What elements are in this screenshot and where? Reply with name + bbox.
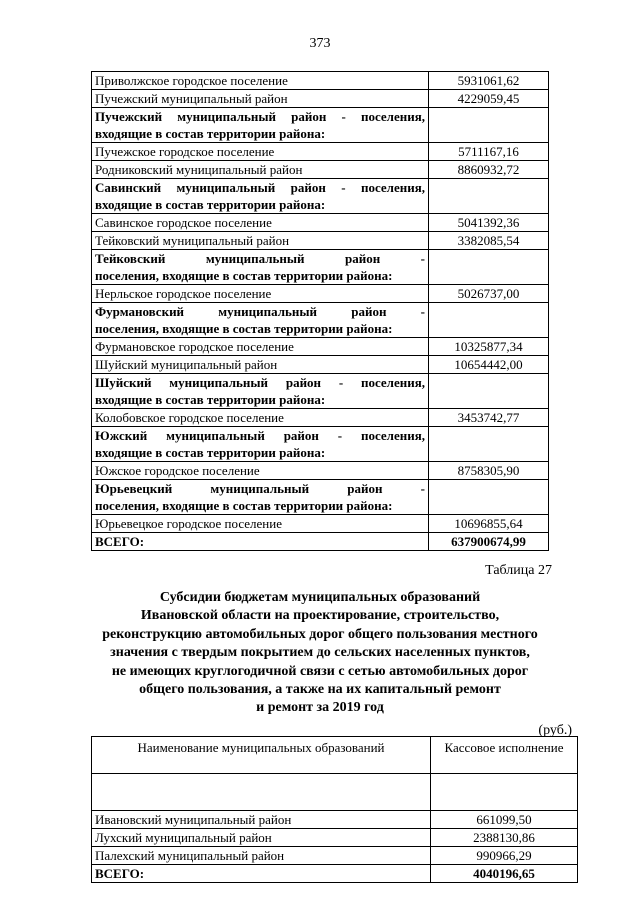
amount-value: 5931061,62 (429, 72, 549, 90)
amount-value: 5026737,00 (429, 285, 549, 303)
municipality-name: Приволжское городское поселение (92, 72, 429, 90)
caption-line: общего пользования, а также на их капитальный ремонт (139, 682, 501, 698)
group-heading-cell (92, 179, 429, 214)
table-row (92, 811, 578, 829)
group-heading-cell (92, 480, 429, 515)
empty-value-cell (429, 179, 549, 214)
municipality-name: Южское городское поселение (92, 462, 429, 480)
amount-value: 10325877,34 (429, 338, 549, 356)
caption-line: не имеющих круглогодичной связи с сетью автомобильных дорог (111, 663, 529, 679)
table-row (92, 72, 549, 90)
empty-value-cell (429, 303, 549, 338)
empty-value-cell (429, 374, 549, 409)
amount-value: 3453742,77 (429, 409, 549, 427)
group-heading-line: поселения, входящие в состав территории района: (95, 321, 393, 336)
empty-value-cell (429, 108, 549, 143)
total-row (92, 533, 549, 551)
caption-line: Ивановской области на проектирование, строительство, (140, 608, 500, 624)
group-heading-row (92, 303, 549, 338)
group-heading-line: поселения, входящие в состав территории района: (95, 498, 393, 513)
municipality-name: Нерльское городское поселение (92, 285, 429, 303)
group-heading-cell (92, 108, 429, 143)
group-heading-cell (92, 374, 429, 409)
group-heading-row (92, 108, 549, 143)
group-heading-row (92, 427, 549, 462)
group-heading-line: входящие в состав территории района: (95, 445, 326, 460)
group-heading-cell (92, 303, 429, 338)
currency-unit: (руб.) (538, 723, 572, 738)
caption-line: реконструкцию автомобильных дорог общего пользования местного (102, 626, 538, 642)
table-row (92, 829, 578, 847)
header-value-column: Кассовое исполнение (431, 737, 578, 774)
municipality-name: Тейковский муниципальный район (92, 232, 429, 250)
group-heading-row (92, 250, 549, 285)
table-row (92, 143, 549, 161)
group-heading-line: Тейковский муниципальный район - (95, 251, 425, 266)
group-heading-line: Фурмановский муниципальный район - (95, 304, 425, 319)
table-row (92, 214, 549, 232)
table-row (92, 462, 549, 480)
amount-value: 3382085,54 (429, 232, 549, 250)
budget-table-continued (91, 71, 549, 551)
group-heading-row (92, 374, 549, 409)
group-heading-line: входящие в состав территории района: (95, 197, 326, 212)
group-heading-line: Юрьевецкий муниципальный район - (95, 481, 425, 496)
municipality-name: Юрьевецкое городское поселение (92, 515, 429, 533)
table-row (92, 232, 549, 250)
amount-value: 10654442,00 (429, 356, 549, 374)
municipality-name: Савинское городское поселение (92, 214, 429, 232)
caption-line: Субсидии бюджетам муниципальных образований (159, 590, 481, 605)
municipality-name: Шуйский муниципальный район (92, 356, 429, 374)
total-row (92, 865, 578, 883)
group-heading-line: Пучежский муниципальный район - поселения, (95, 109, 425, 124)
gap-cell (92, 774, 431, 811)
total-value: 637900674,99 (429, 533, 549, 551)
municipality-name: Лухский муниципальный район (92, 829, 431, 847)
empty-value-cell (429, 250, 549, 285)
group-heading-cell (92, 427, 429, 462)
header-gap-row (92, 774, 578, 811)
caption-line: значения с твердым покрытием до сельских населенных пунктов, (110, 645, 530, 661)
budget-table-body (92, 72, 549, 551)
table-27-caption (0, 589, 640, 718)
amount-value: 5711167,16 (429, 143, 549, 161)
municipality-name: Ивановский муниципальный район (92, 811, 431, 829)
amount-value: 990966,29 (431, 847, 578, 865)
amount-value: 8758305,90 (429, 462, 549, 480)
header-row (92, 737, 578, 774)
municipality-name: Родниковский муниципальный район (92, 161, 429, 179)
municipality-name: Палехский муниципальный район (92, 847, 431, 865)
table-row (92, 847, 578, 865)
empty-value-cell (429, 427, 549, 462)
subsidies-table-body (92, 811, 578, 883)
group-heading-line: Савинский муниципальный район - поселения, (95, 180, 425, 195)
group-heading-line: Шуйский муниципальный район - поселения, (95, 375, 425, 390)
group-heading-cell (92, 250, 429, 285)
header-name-column: Наименование муниципальных образований (92, 737, 431, 774)
table-27-label: Таблица 27 (485, 563, 552, 578)
table-row (92, 90, 549, 108)
municipality-name: Колобовское городское поселение (92, 409, 429, 427)
page-number: 373 (309, 36, 331, 51)
table-row (92, 285, 549, 303)
amount-value: 8860932,72 (429, 161, 549, 179)
subsidies-table-header (92, 737, 578, 811)
group-heading-line: входящие в состав территории района: (95, 126, 326, 141)
amount-value: 10696855,64 (429, 515, 549, 533)
caption-line: и ремонт за 2019 год (256, 700, 384, 716)
group-heading-row (92, 179, 549, 214)
group-heading-line: поселения, входящие в состав территории района: (95, 268, 393, 283)
table-row (92, 338, 549, 356)
gap-cell (431, 774, 578, 811)
group-heading-line: входящие в состав территории района: (95, 392, 326, 407)
municipality-name: Фурмановское городское поселение (92, 338, 429, 356)
table-row (92, 515, 549, 533)
table-row (92, 356, 549, 374)
table-row (92, 161, 549, 179)
amount-value: 661099,50 (431, 811, 578, 829)
amount-value: 4229059,45 (429, 90, 549, 108)
group-heading-line: Южский муниципальный район - поселения, (95, 428, 425, 443)
amount-value: 5041392,36 (429, 214, 549, 232)
subsidies-table (91, 736, 578, 883)
total-label: ВСЕГО: (92, 865, 431, 883)
table-row (92, 409, 549, 427)
total-value: 4040196,65 (431, 865, 578, 883)
total-label: ВСЕГО: (92, 533, 429, 551)
municipality-name: Пучежское городское поселение (92, 143, 429, 161)
municipality-name: Пучежский муниципальный район (92, 90, 429, 108)
amount-value: 2388130,86 (431, 829, 578, 847)
group-heading-row (92, 480, 549, 515)
empty-value-cell (429, 480, 549, 515)
